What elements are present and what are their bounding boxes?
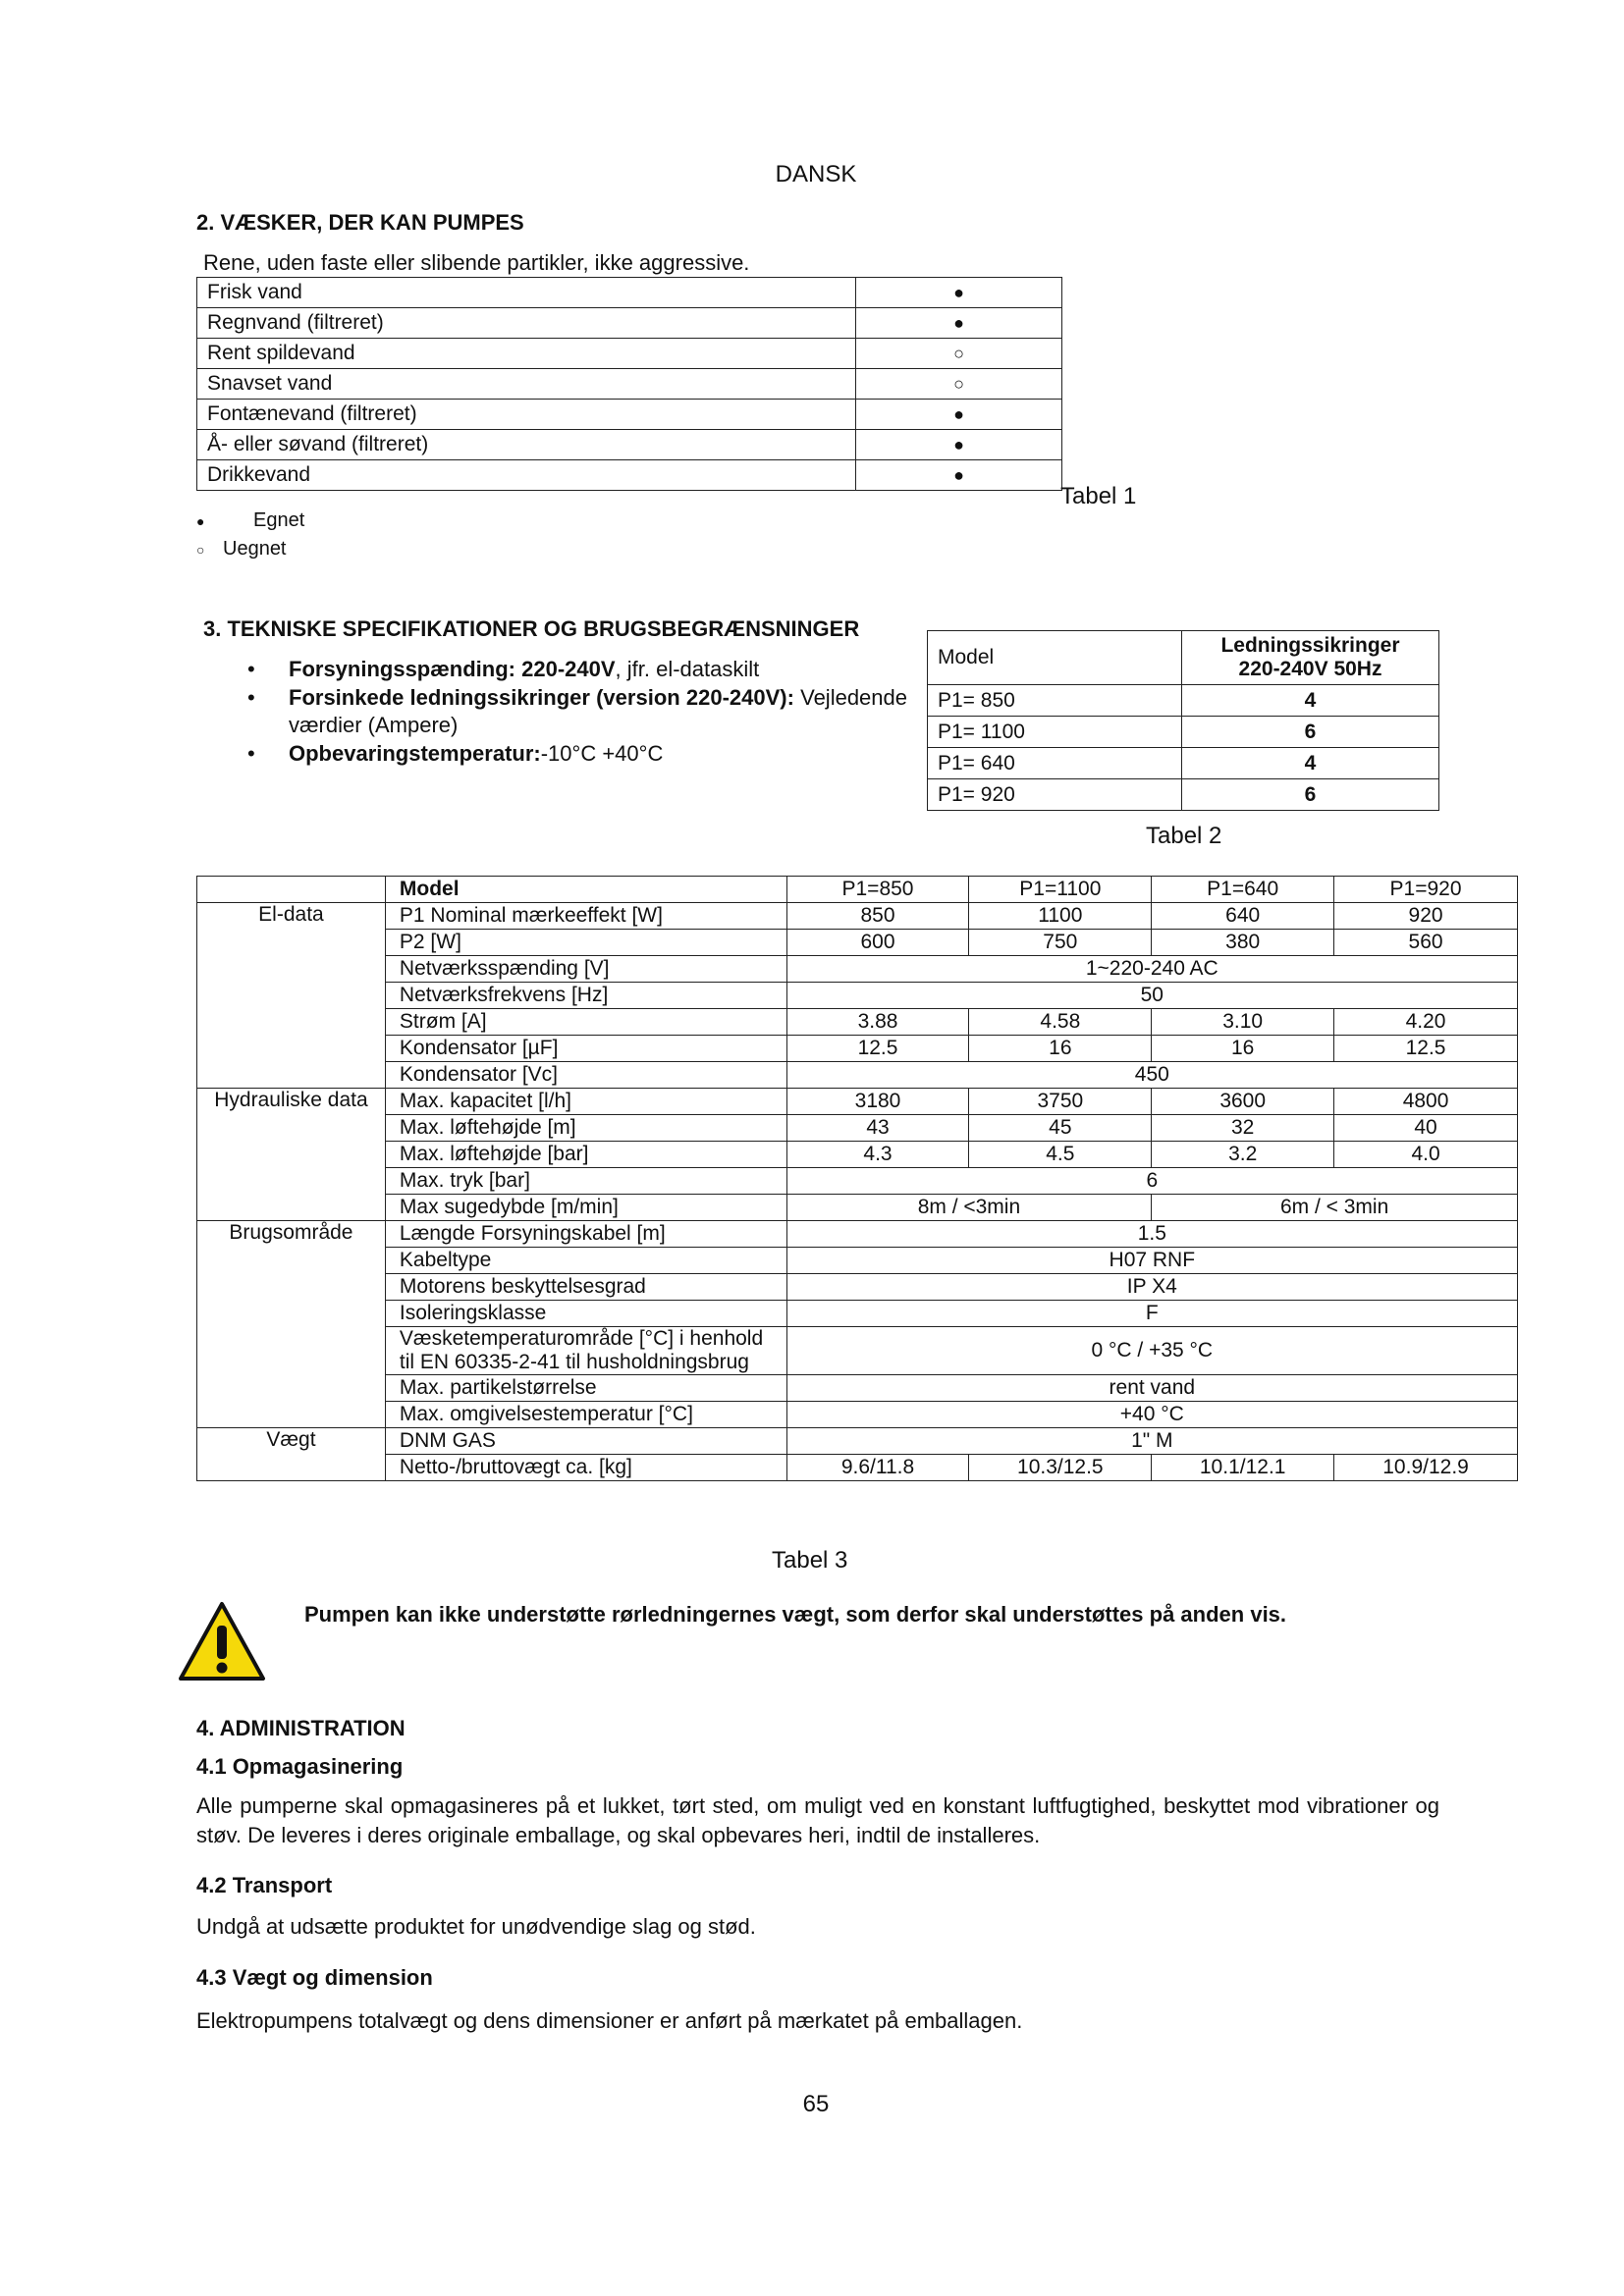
page-number: 65 — [802, 2091, 830, 2117]
group-label: Hydrauliske data — [197, 1089, 386, 1221]
spec-label: DNM GAS — [385, 1428, 786, 1455]
legend-unsuitable — [196, 538, 287, 561]
spec-label: Max. løftehøjde [bar] — [385, 1142, 786, 1168]
spec-label: Max sugedybde [m/min] — [385, 1195, 786, 1221]
transport-text: Undgå at udsætte produktet for unødvendige slag og stød. — [196, 1914, 756, 1939]
suitability-symbol: ○ — [856, 369, 1062, 400]
spec-value: 45 — [969, 1115, 1152, 1142]
spec-value: 6m / < 3min — [1152, 1195, 1518, 1221]
liquid-name: Snavset vand — [197, 369, 856, 400]
storage-text: Alle pumperne skal opmagasineres på et lukket, tørt sted, om muligt ved en konstant luftfugtighed, beskyttet mod vibrationer og støv. De leveres i deres originale emballage, og skal opbevares heri, indtil de installeres. — [196, 1793, 1439, 1847]
storage-heading: 4.1 Opmagasinering — [196, 1754, 404, 1779]
spec-value: H07 RNF — [786, 1248, 1517, 1274]
spec-value: F — [786, 1301, 1517, 1327]
spec-value: 9.6/11.8 — [786, 1455, 969, 1481]
spec-value: 6 — [786, 1168, 1517, 1195]
model-cell: P1= 920 — [928, 779, 1182, 811]
spec-label: P1 Nominal mærkeeffekt [W] — [385, 903, 786, 930]
spec-label: Max. kapacitet [l/h] — [385, 1089, 786, 1115]
spec-row — [197, 1455, 1518, 1481]
empty-cell — [197, 877, 386, 903]
liquid-row — [197, 278, 1062, 308]
fuse-row — [928, 779, 1439, 811]
weight-text: Elektropumpens totalvægt og dens dimensioner er anført på mærkatet på emballagen. — [196, 2008, 1023, 2033]
spec-value: 12.5 — [1334, 1036, 1518, 1062]
fuse-cell: 6 — [1182, 717, 1439, 748]
model-cell: P1= 640 — [928, 748, 1182, 779]
spec-value: 3750 — [969, 1089, 1152, 1115]
spec-value: 640 — [1152, 903, 1334, 930]
legend-label: Uegnet — [223, 538, 287, 560]
spec-label: Væsketemperaturområde [°C] i henhold til EN 60335-2-41 til husholdningsbrug — [385, 1327, 786, 1375]
suitability-symbol: ● — [856, 400, 1062, 430]
spec-label: Længde Forsyningskabel [m] — [385, 1221, 786, 1248]
spec-value: 850 — [786, 903, 969, 930]
spec-value: 32 — [1152, 1115, 1334, 1142]
warning-icon — [177, 1600, 267, 1682]
section3-heading: 3. TEKNISKE SPECIFIKATIONER OG BRUGSBEGRÆNSNINGER — [203, 616, 860, 641]
fuse-cell: 4 — [1182, 685, 1439, 717]
spec-value: 920 — [1334, 903, 1518, 930]
spec-row — [197, 1062, 1518, 1089]
model-column-header: P1=640 — [1152, 877, 1334, 903]
bullet-item: • Forsinkede ledningssikringer (version 220-240V): Vejledende værdier (Ampere) — [247, 684, 907, 737]
spec-label: Isoleringsklasse — [385, 1301, 786, 1327]
spec-value: 8m / <3min — [786, 1195, 1152, 1221]
spec-row — [197, 1195, 1518, 1221]
header-model: Model — [928, 631, 1182, 685]
spec-value: 1~220-240 AC — [786, 956, 1517, 983]
spec-value: 4.5 — [969, 1142, 1152, 1168]
spec-row — [197, 930, 1518, 956]
weight-heading: 4.3 Vægt og dimension — [196, 1965, 433, 1990]
liquid-name: Å- eller søvand (filtreret) — [197, 430, 856, 460]
spec-value: 4.3 — [786, 1142, 969, 1168]
fuse-row — [928, 685, 1439, 717]
fuse-cell: 6 — [1182, 779, 1439, 811]
spec-label: Max. partikelstørrelse — [385, 1375, 786, 1402]
legend-suitable — [196, 509, 304, 532]
language-header: DANSK — [775, 161, 857, 187]
bullet-icon: • — [247, 657, 255, 681]
suitability-symbol: ● — [856, 430, 1062, 460]
spec-label: Netværksspænding [V] — [385, 956, 786, 983]
spec-label: Kabeltype — [385, 1248, 786, 1274]
bullet-icon: • — [247, 740, 255, 766]
spec-row — [197, 1402, 1518, 1428]
spec-value: 1" M — [786, 1428, 1517, 1455]
fuse-table — [927, 630, 1439, 811]
spec-value: 40 — [1334, 1115, 1518, 1142]
spec-row — [197, 1036, 1518, 1062]
group-label: Vægt — [197, 1428, 386, 1481]
bullet-icon: • — [247, 684, 255, 710]
spec-value: IP X4 — [786, 1274, 1517, 1301]
hollow-dot-icon: ○ — [196, 542, 205, 558]
spec-label: Max. tryk [bar] — [385, 1168, 786, 1195]
spec-value: 4.0 — [1334, 1142, 1518, 1168]
spec-value: 4800 — [1334, 1089, 1518, 1115]
fuse-row — [928, 717, 1439, 748]
spec-value: 380 — [1152, 930, 1334, 956]
spec-value: 1100 — [969, 903, 1152, 930]
spec-value: rent vand — [786, 1375, 1517, 1402]
fuse-row — [928, 748, 1439, 779]
spec-value: 43 — [786, 1115, 969, 1142]
liquid-row — [197, 460, 1062, 491]
spec-label: Max. omgivelsestemperatur [°C] — [385, 1402, 786, 1428]
model-column-header: P1=920 — [1334, 877, 1518, 903]
transport-heading: 4.2 Transport — [196, 1873, 333, 1897]
liquid-row — [197, 308, 1062, 339]
suitability-symbol: ● — [856, 460, 1062, 491]
table3-caption: Tabel 3 — [772, 1547, 848, 1574]
section4-heading: 4. ADMINISTRATION — [196, 1716, 406, 1740]
spec-row — [197, 1428, 1518, 1455]
table1-caption: Tabel 1 — [1060, 483, 1137, 509]
model-cell: P1= 850 — [928, 685, 1182, 717]
spec-value: 10.3/12.5 — [969, 1455, 1152, 1481]
bullet-item: • Opbevaringstemperatur:-10°C +40°C — [247, 740, 907, 769]
spec-row — [197, 903, 1518, 930]
spec-value: +40 °C — [786, 1402, 1517, 1428]
liquid-name: Drikkevand — [197, 460, 856, 491]
model-column-header: P1=1100 — [969, 877, 1152, 903]
warning-text: Pumpen kan ikke understøtte rørledningernes vægt, som derfor skal understøttes på anden vis. — [304, 1602, 1287, 1627]
spec-label: Netværksfrekvens [Hz] — [385, 983, 786, 1009]
spec-label: Netto-/bruttovægt ca. [kg] — [385, 1455, 786, 1481]
spec-row — [197, 1248, 1518, 1274]
spec-value: 3600 — [1152, 1089, 1334, 1115]
table2-caption: Tabel 2 — [1146, 823, 1222, 849]
spec-value: 0 °C / +35 °C — [786, 1327, 1517, 1375]
spec-label: Strøm [A] — [385, 1009, 786, 1036]
model-cell: P1= 1100 — [928, 717, 1182, 748]
spec-row — [197, 1115, 1518, 1142]
suitability-symbol: ○ — [856, 339, 1062, 369]
spec-value: 3180 — [786, 1089, 969, 1115]
spec-row — [197, 1221, 1518, 1248]
liquid-name: Rent spildevand — [197, 339, 856, 369]
spec-row — [197, 1168, 1518, 1195]
liquid-row — [197, 339, 1062, 369]
fuse-table-header — [928, 631, 1439, 685]
group-label: Brugsområde — [197, 1221, 386, 1428]
model-column-header: P1=850 — [786, 877, 969, 903]
spec-value: 450 — [786, 1062, 1517, 1089]
spec-value: 4.58 — [969, 1009, 1152, 1036]
header-fuse: Ledningssikringer 220-240V 50Hz — [1182, 631, 1439, 685]
spec-value: 16 — [1152, 1036, 1334, 1062]
spec-label: Motorens beskyttelsesgrad — [385, 1274, 786, 1301]
spec-row — [197, 1142, 1518, 1168]
spec-row — [197, 983, 1518, 1009]
spec-row — [197, 956, 1518, 983]
spec-label: Max. løftehøjde [m] — [385, 1115, 786, 1142]
spec-row — [197, 1089, 1518, 1115]
spec-label: Kondensator [µF] — [385, 1036, 786, 1062]
liquid-name: Fontænevand (filtreret) — [197, 400, 856, 430]
spec-value: 50 — [786, 983, 1517, 1009]
spec-value: 600 — [786, 930, 969, 956]
filled-dot-icon: ● — [196, 513, 205, 529]
liquid-row — [197, 400, 1062, 430]
spec-value: 16 — [969, 1036, 1152, 1062]
spec-value: 3.88 — [786, 1009, 969, 1036]
spec-value: 560 — [1334, 930, 1518, 956]
legend-label: Egnet — [253, 509, 305, 531]
spec-value: 750 — [969, 930, 1152, 956]
liquids-table — [196, 277, 1062, 491]
liquid-name: Regnvand (filtreret) — [197, 308, 856, 339]
spec-table — [196, 876, 1518, 1481]
suitability-symbol: ● — [856, 278, 1062, 308]
spec-value: 4.20 — [1334, 1009, 1518, 1036]
section2-intro: Rene, uden faste eller slibende partikler, ikke aggressive. — [203, 250, 750, 275]
section2-heading: 2. VÆSKER, DER KAN PUMPES — [196, 210, 524, 235]
spec-value: 1.5 — [786, 1221, 1517, 1248]
bullet-item: • Forsyningsspænding: 220-240V, jfr. el-dataskilt — [247, 656, 907, 684]
spec-row — [197, 1301, 1518, 1327]
spec-value: 10.9/12.9 — [1334, 1455, 1518, 1481]
spec-row — [197, 1009, 1518, 1036]
liquid-row — [197, 369, 1062, 400]
spec-label: Kondensator [Vc] — [385, 1062, 786, 1089]
spec-value: 10.1/12.1 — [1152, 1455, 1334, 1481]
spec-row — [197, 1327, 1518, 1375]
liquid-name: Frisk vand — [197, 278, 856, 308]
spec-value: 12.5 — [786, 1036, 969, 1062]
spec-row — [197, 1375, 1518, 1402]
spec-value: 3.10 — [1152, 1009, 1334, 1036]
spec-header-row — [197, 877, 1518, 903]
group-label: El-data — [197, 903, 386, 1089]
suitability-symbol: ● — [856, 308, 1062, 339]
liquid-row — [197, 430, 1062, 460]
spec-row — [197, 1274, 1518, 1301]
header-model: Model — [385, 877, 786, 903]
spec-bullets — [247, 656, 907, 768]
fuse-cell: 4 — [1182, 748, 1439, 779]
spec-label: P2 [W] — [385, 930, 786, 956]
spec-value: 3.2 — [1152, 1142, 1334, 1168]
